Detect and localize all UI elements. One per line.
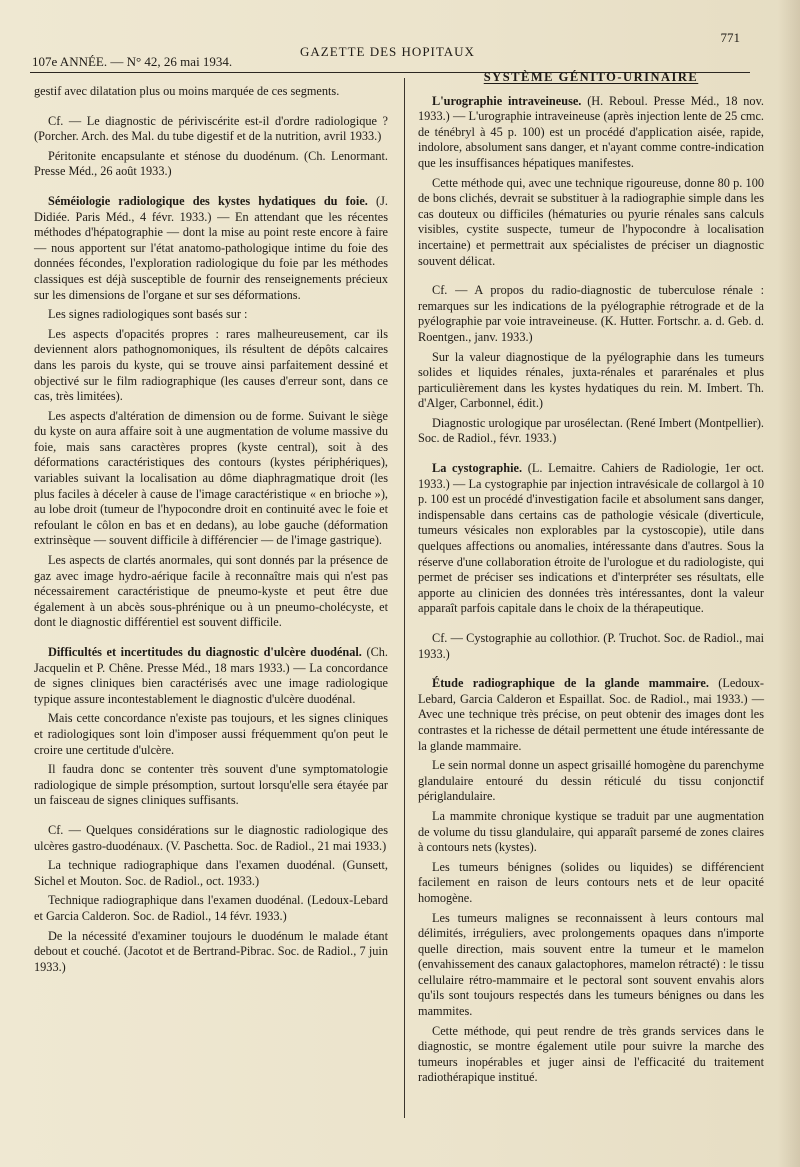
article-block (418, 676, 764, 754)
article-block (34, 645, 388, 707)
paragraph: Les aspects d'altération de dimension ou de forme. Suivant le siège du kyste on aura affaire soit à une augmentation de volume massive du foie, mais sans caractères propres (kyste central), soit à des déformations caractéristiques des contours (kystes périphériques), variables suivant la localisation au dôme diaphragmatique droit (les plus faciles à déceler à cause de l'image caractéristique « en brioche »), au lobe droit (tumeur de l'hypocondre droit en continuité avec le foie et refoulant le côlon en bas et en dedans), au lobe gauche (déformation extrinsèque — souvent difficile à différencier — de l'image gastrique). (34, 408, 388, 548)
paragraph: Cette méthode, qui peut rendre de très grands services dans le diagnostic, se montre également utile pour suivre la marche des tumeurs inopérables et juger ainsi de l'efficacité du traitement radiothérapique institué. (418, 1023, 764, 1085)
paragraph: Mais cette concordance n'existe pas toujours, et les signes cliniques et radiologiques sont loin d'imposer aussi fréquemment qu'on peut le croire une certitude d'ulcère. (34, 711, 388, 757)
article-block (418, 94, 764, 172)
article-body: (L. Lemaitre. Cahiers de Radiologie, 1er oct. 1933.) — La cystographie par injection intravésicale de collargol à 10 p. 100 est un procédé d'investigation facile et absolument sans danger, indispensable dans certains cas de pathologie vésicale (diverticule, tumeurs vésicales non explorables par la cystoscopie), utile dans quelques affections ou anomalies, intéressante dans d'autres. Sous la réserve d'une collaboration étroite de l'urologue et du radiologiste, qui permet de préciser ses indications et d'interpréter ses résultats, elle apporte au clinicien des données très intéressantes, dont la valeur apparaît parfois capitale dans le choix de la thérapeutique. (418, 461, 764, 616)
paragraph: Les signes radiologiques sont basés sur : (48, 307, 248, 322)
article-body: (Ch. Jacquelin et P. Chêne. Presse Méd., 18 mars 1933.) — La concordance de signes cliniques bien caractérisés avec une image radiologique typique assure incontestablement le diagnostic d'ulcère duodénal. (34, 645, 388, 706)
paragraph: Les tumeurs bénignes (solides ou liquides) se différencient facilement en raison de leurs contours nets et de leur opacité homogène. (418, 859, 764, 905)
article-title: La cystographie. (432, 461, 523, 476)
journal-title: GAZETTE DES HOPITAUX (300, 44, 475, 59)
paragraph: Péritonite encapsulante et sténose du duodénum. (Ch. Lenormant. Presse Méd., 26 août 1933.) (34, 148, 388, 179)
article-body: (Ledoux-Lebard, Garcia Calderon et Espaillat. Soc. de Radiol., mai 1933.) — Avec une technique très précise, on peut obtenir des images dont les contrastes et la richesse de détail permettent une étude intéressante de la glande mammaire. (418, 676, 764, 753)
paragraph: Cf. — Le diagnostic de périviscérite est-il d'ordre radiologique ? (Porcher. Arch. des Mal. du tube digestif et de la nutrition, avril 1933.) (34, 113, 388, 144)
paragraph: De la nécessité d'examiner toujours le duodénum le malade étant debout et couché. (Jacotot et de Bertrand-Pibrac. Soc. de Radiol., 7 juin 1933.) (34, 928, 388, 974)
article-body: (J. Didiée. Paris Méd., 4 févr. 1933.) — En attendant que les récentes méthodes d'hépatographie — dont la mise au point reste encore à faire — nous apportent sur l'état anatomo-pathologique intime du foie des données fécondes, l'exploration radiologique du foie par les méthodes classiques est déjà susceptible de fournir des renseignements précieux sur les dimensions de l'organe et sur ses déformations. (34, 193, 389, 302)
issue-line: 107e ANNÉE. — N° 42, 26 mai 1934. (32, 54, 233, 69)
paragraph: Cf. — Quelques considérations sur le diagnostic radiologique des ulcères gastro-duodénaux. (V. Paschetta. Soc. de Radiol., 21 mai 1933.) (34, 822, 388, 853)
article-block (34, 194, 388, 303)
paragraph: Technique radiographique dans l'examen duodénal. (Ledoux-Lebard et Garcia Calderon. Soc. de Radiol., 14 févr. 1933.) (34, 893, 388, 923)
paragraph: gestif avec dilatation plus ou moins marquée de ces segments. (34, 84, 340, 98)
paragraph: Le sein normal donne un aspect grisaillé homogène du parenchyme glandulaire entouré du dessin réticulé du tissu conjonctif périglandulaire. (418, 758, 764, 804)
page-number: 771 (720, 30, 740, 45)
article-title: L'urographie intraveineuse. (432, 93, 582, 108)
column-divider (404, 78, 405, 1118)
paragraph: Diagnostic urologique par urosélectan. (René Imbert (Montpellier). Soc. de Radiol., févr. 1933.) (418, 415, 764, 446)
article-block (418, 461, 764, 617)
article-title: Difficultés et incertitudes du diagnostic d'ulcère duodénal. (48, 645, 362, 659)
left-column (34, 84, 388, 979)
paragraph: La technique radiographique dans l'examen duodénal. (Gunsett, Sichel et Mouton. Soc. de Radiol., oct. 1933.) (34, 858, 388, 888)
section-title: SYSTÈME GÉNITO-URINAIRE (483, 70, 699, 84)
paragraph: Cf. — Cystographie au collothior. (P. Truchot. Soc. de Radiol., mai 1933.) (418, 631, 764, 661)
article-body: (H. Reboul. Presse Méd., 18 nov. 1933.) — L'urographie intraveineuse (après injection lente de 25 cmc. de ténébryl à 45 p. 100) est un procédé d'application aisée, rapide, indolore, absolument sans danger, et n'ayant comme contre-indication que les insuffisances hépatiques manifestes. (418, 93, 764, 170)
paragraph: Les aspects de clartés anormales, qui sont donnés par la présence de gaz avec image hydro-aérique facile à reconnaître mais qui n'est pas nécessairement caractéristique de pneumo-kyste et peut être due également à un abcès sous-phrénique ou à un pneumo-cholécyste, et dont le diagnostic différentiel est souvent difficile. (34, 553, 388, 630)
right-column (418, 70, 764, 1090)
paragraph: Les aspects d'opacités propres : rares malheureusement, car ils deviennent alors pathognomoniques, ils résultent de dépôts calcaires dans les parois du kyste, qui se trouve ainsi parfaitement dessiné et objectivé sur le film radiographique (les causes d'erreur sont, dans ce cas, très limitées). (34, 326, 388, 404)
article-title: Étude radiographique de la glande mammaire. (432, 676, 709, 691)
paragraph: La mammite chronique kystique se traduit par une augmentation de volume du tissu glandulaire, qui apparaît parsemé de zones claires à contours nets (kystes). (418, 808, 764, 855)
paragraph: Cf. — A propos du radio-diagnostic de tuberculose rénale : remarques sur les indications de la pyélographie rétrograde et de la pyélographie par voie intraveineuse. (K. Hutter. Fortschr. a. d. Geb. d. Roentgen., janv. 1933.) (418, 283, 764, 344)
paragraph: Cette méthode qui, avec une technique rigoureuse, donne 80 p. 100 de bons clichés, devrait se substituer à la radiographie simple dans les cas douteux ou difficiles (hématuries ou pyurie rénales sans calculs visibles, cystite suspecte, tumeur de l'hypocondre à localisation incertaine) et permettrait aux spécialistes de préciser un diagnostic souvent délicat. (418, 175, 764, 268)
page-edge-shadow (778, 0, 800, 1167)
paragraph: Il faudra donc se contenter très souvent d'une symptomatologie radiologique de simple présomption, surtout lorsqu'elle sera étayée par un faisceau de signes cliniques suffisants. (34, 762, 388, 808)
article-title: Séméiologie radiologique des kystes hydatiques du foie. (48, 193, 368, 208)
paragraph: Les tumeurs malignes se reconnaissent à leurs contours mal délimités, irréguliers, avec prolongements opaques dans n'importe quelle direction, mais souvent entre la tumeur et le mamelon (envahissement des canaux galactophores, mamelon rétracté) : le tissu cellulaire rétro-mammaire et le pectoral sont souvent envahis alors qu'ils sont toujours respectés dans les tumeurs bénignes ou dans les mammites. (418, 910, 764, 1019)
paragraph: Sur la valeur diagnostique de la pyélographie dans les tumeurs solides et liquides rénales, juxta-rénales et pararénales et plus particulièrement dans les kystes hydatiques du rein. M. Imbert. Th. d'Alger, Carbonnel, édit.) (418, 349, 764, 411)
